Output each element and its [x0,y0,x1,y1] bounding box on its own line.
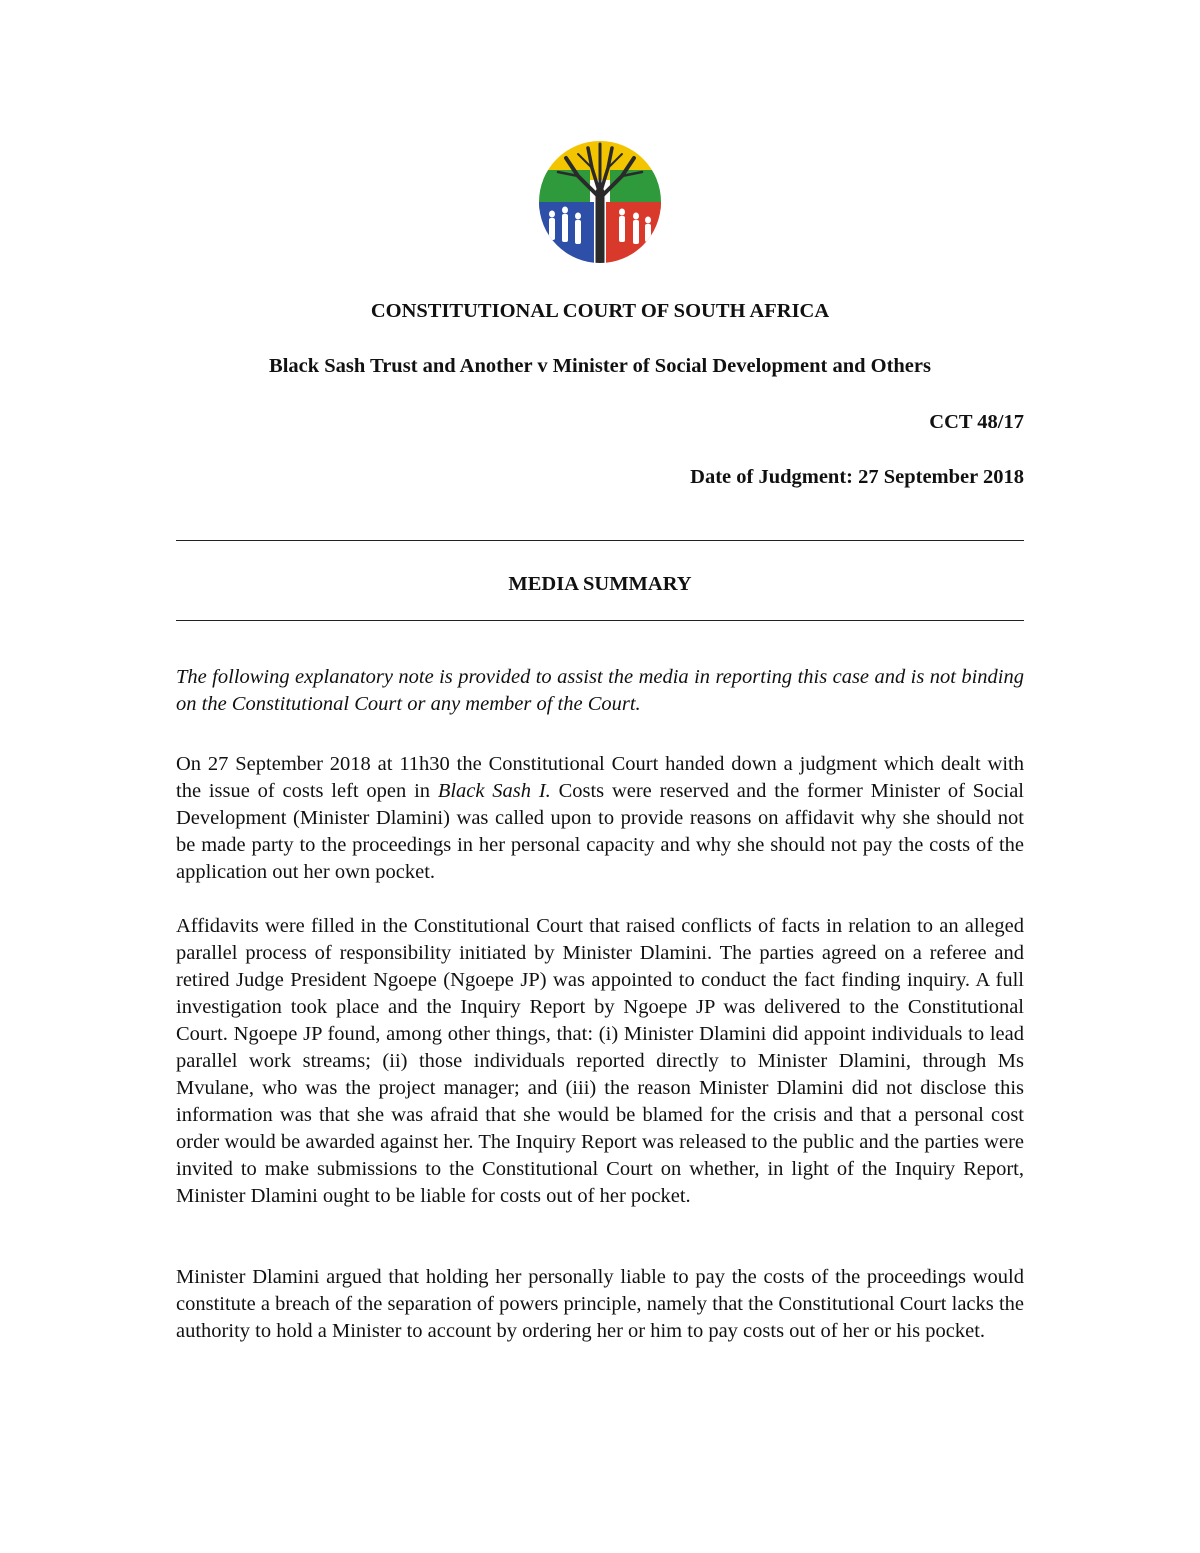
explanatory-note: The following explanatory note is provided to assist the media in reporting this case and is not binding on the Constitutional Court or any member of the Court. [176,666,1024,715]
divider-top [176,540,1024,541]
paragraph-inquiry-report: Affidavits were filled in the Constitutional Court that raised conflicts of facts in relation to an alleged parallel process of responsibility initiated by Minister Dlamini. The parties agreed on a referee and retired Judge President Ngoepe (Ngoepe JP) was appointed to conduct the fact finding inquiry. A full investigation took place and the Inquiry Report by Ngoepe JP was delivered to the Constitutional Court. Ngoepe JP found, among other things, that: (i) Minister Dlamini did appoint individuals to lead parallel work streams; (ii) those individuals reported directly to Minister Dlamini, through Ms Mvulane, who was the project manager; and (iii) the reason Minister Dlamini did not disclose this information was that she was afraid that she would be blamed for the crisis and that a personal cost order would be awarded against her. The Inquiry Report was released to the public and the parties were invited to make submissions to the Constitutional Court on whether, in light of the Inquiry Report, Minister Dlamini ought to be liable for costs out of her pocket. [176,915,1024,1207]
constitutional-court-logo-icon [538,140,662,264]
paragraph-judgment-handed-down [176,751,1024,886]
case-reference-black-sash-i: Black Sash I. [437,780,551,802]
court-name: CONSTITUTIONAL COURT OF SOUTH AFRICA [370,300,830,322]
judgment-date: Date of Judgment: 27 September 2018 [690,466,1024,488]
media-summary-heading: MEDIA SUMMARY [508,573,692,595]
divider-bottom [176,620,1024,621]
case-title: Black Sash Trust and Another v Minister of Social Development and Others [269,355,931,377]
paragraph-1-lead: On 27 September 2018 at 11h30 the Constitutional Court handed down a judgment which dealt with the issue of costs left open in [176,753,1024,802]
paragraph-1-rest: Costs were reserved and the former Minister of Social Development (Minister Dlamini) was called upon to provide reasons on affidavit why she should not be made party to the proceedings in her personal capacity and why she should not pay the costs of the application out her own pocket. [176,780,1024,883]
case-number: CCT 48/17 [929,411,1024,433]
paragraph-minister-argument: Minister Dlamini argued that holding her personally liable to pay the costs of the proceedings would constitute a breach of the separation of powers principle, namely that the Constitutional Court lacks the authority to hold a Minister to account by ordering her or him to pay costs out of her or his pocket. [176,1266,1024,1342]
